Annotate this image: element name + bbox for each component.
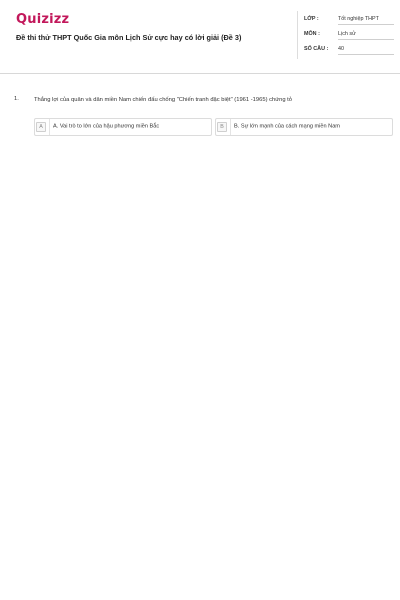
meta-underline [338,24,394,25]
option-letter-badge: B [217,122,227,132]
question-text: Thắng lợi của quân và dân miền Nam chiến đấu chống "Chiến tranh đặc biệt" (1961 -1965) chứng tỏ [34,97,293,103]
meta-subject-label: MÔN : [304,31,320,37]
document-header [0,0,400,68]
header-divider [0,73,400,74]
meta-question-count [304,43,394,57]
meta-grade-label: LỚP : [304,16,319,22]
meta-underline [338,54,394,55]
meta-subject [304,28,394,42]
quizizz-logo: Quizizz [16,12,70,27]
question-number: 1. [14,96,19,102]
answer-option-a[interactable] [34,118,212,136]
meta-underline [338,39,394,40]
meta-question-count-label: SỐ CÂU : [304,46,329,52]
option-letter-badge: A [36,122,46,132]
answer-option-b[interactable] [215,118,393,136]
meta-question-count-value: 40 [338,46,344,52]
option-divider [49,119,50,135]
meta-divider [297,11,298,59]
option-text: A. Vai trò to lớn của hậu phương miền Bắc [53,123,160,130]
meta-grade [304,13,394,27]
option-divider [230,119,231,135]
meta-grade-value: Tốt nghiệp THPT [338,16,379,22]
option-text: B. Sự lớn mạnh của cách mạng miền Nam [234,123,340,130]
meta-subject-value: Lịch sử [338,31,356,37]
document-title: Đề thi thử THPT Quốc Gia môn Lịch Sử cực hay có lời giải (Đề 3) [16,33,242,42]
